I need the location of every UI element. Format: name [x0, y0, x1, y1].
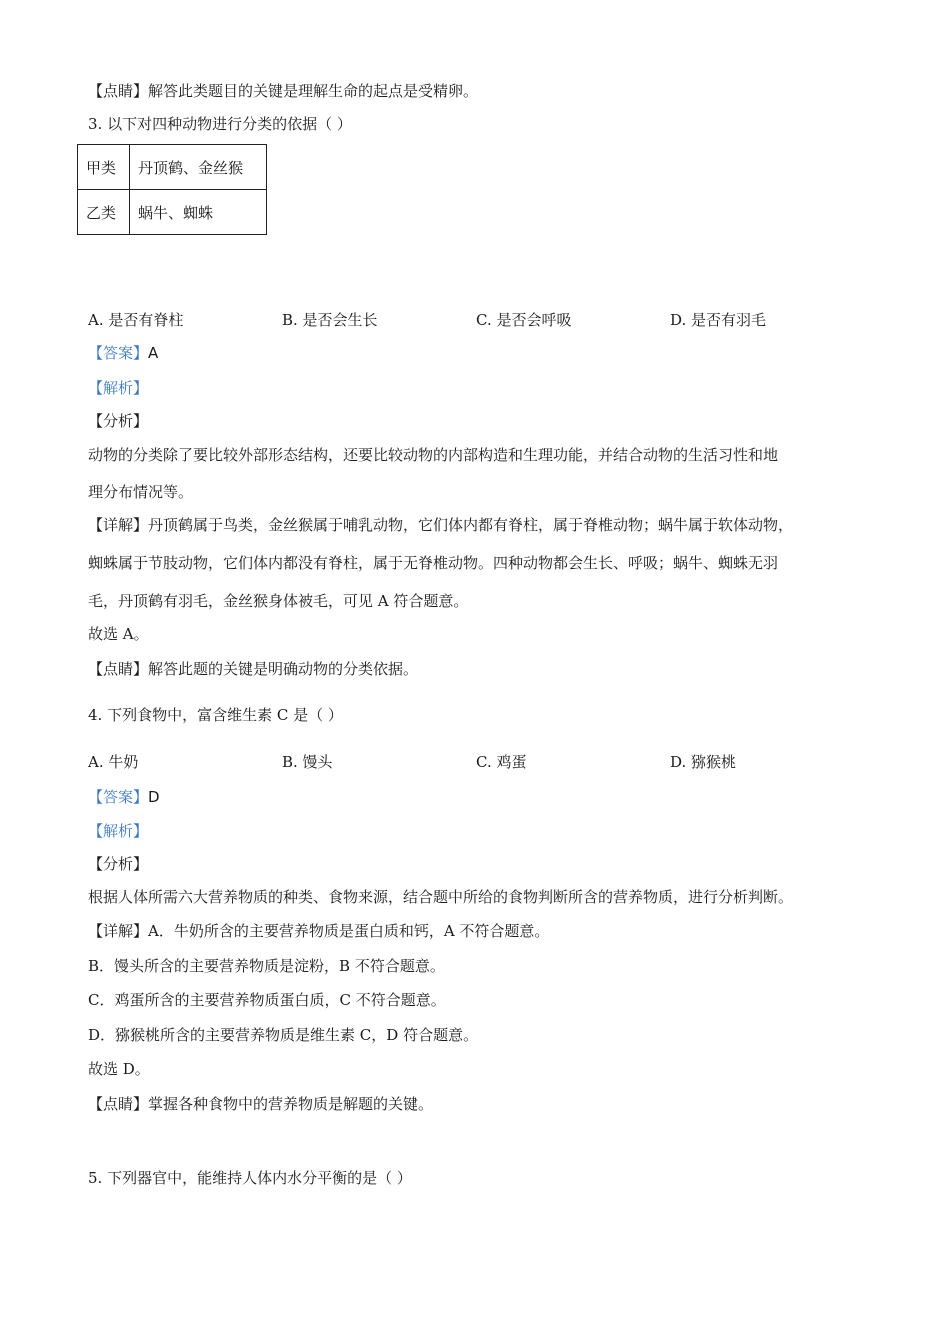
answer-value: D — [148, 788, 160, 806]
q4-detail-line-1: 【详解】A．牛奶所含的主要营养物质是蛋白质和钙，A 不符合题意。 — [88, 922, 550, 940]
intro-comment: 【点睛】解答此类题目的关键是理解生命的起点是受精卵。 — [88, 82, 479, 100]
q3-answer — [88, 343, 158, 363]
q3-detail-line-3: 毛，丹顶鹤有羽毛，金丝猴身体被毛，可见 A 符合题意。 — [88, 592, 469, 610]
q3-classification-table — [77, 144, 267, 235]
q3-fenxi-line-2: 理分布情况等。 — [88, 483, 194, 501]
table-row — [78, 145, 267, 190]
q4-option-d: D. 猕猴桃 — [670, 753, 737, 771]
q3-detail-line-1: 【详解】丹顶鹤属于鸟类，金丝猴属于哺乳动物，它们体内都有脊柱，属于脊椎动物；蜗牛属于软体动物， — [88, 516, 794, 534]
q4-choose: 故选 D。 — [88, 1060, 150, 1078]
q5-stem: 5. 下列器官中，能维持人体内水分平衡的是（ ） — [88, 1169, 412, 1187]
answer-value: A — [148, 344, 159, 362]
answer-label: 【答案】 — [88, 788, 149, 806]
q4-option-c: C. 鸡蛋 — [476, 753, 527, 771]
q4-fenxi-line: 根据人体所需六大营养物质的种类、食物来源，结合题中所给的食物判断所含的营养物质，进行分析判断。 — [88, 888, 794, 906]
answer-label: 【答案】 — [88, 344, 149, 362]
table-cell-value: 丹顶鹤、金丝猴 — [130, 145, 267, 190]
table-row — [78, 190, 267, 235]
q3-option-c: C. 是否会呼吸 — [476, 311, 572, 329]
q4-answer — [88, 787, 160, 807]
q4-fenxi-label: 【分析】 — [88, 855, 149, 873]
q3-fenxi-line-1: 动物的分类除了要比较外部形态结构，还要比较动物的内部构造和生理功能，并结合动物的生活习性和地 — [88, 446, 779, 464]
q3-option-a: A. 是否有脊柱 — [88, 311, 184, 329]
q3-analysis-label: 【解析】 — [88, 379, 149, 397]
q4-analysis-label: 【解析】 — [88, 822, 149, 840]
q4-detail-line-4: D．猕猴桃所含的主要营养物质是维生素 C，D 符合题意。 — [88, 1026, 479, 1044]
table-cell-key: 乙类 — [78, 190, 130, 235]
q4-option-a: A. 牛奶 — [88, 753, 139, 771]
q3-option-d: D. 是否有羽毛 — [670, 311, 767, 329]
q4-detail-line-3: C．鸡蛋所含的主要营养物质蛋白质，C 不符合题意。 — [88, 991, 446, 1009]
table-cell-value: 蜗牛、蜘蛛 — [130, 190, 267, 235]
q3-comment: 【点睛】解答此题的关键是明确动物的分类依据。 — [88, 660, 419, 678]
q4-detail-line-2: B．馒头所含的主要营养物质是淀粉，B 不符合题意。 — [88, 957, 445, 975]
q3-stem: 3. 以下对四种动物进行分类的依据（ ） — [88, 115, 352, 133]
q3-fenxi-label: 【分析】 — [88, 412, 149, 430]
q4-stem: 4. 下列食物中，富含维生素 C 是（ ） — [88, 706, 343, 724]
q4-option-b: B. 馒头 — [282, 753, 333, 771]
q3-choose: 故选 A。 — [88, 625, 149, 643]
q3-detail-line-2: 蜘蛛属于节肢动物，它们体内都没有脊柱，属于无脊椎动物。四种动物都会生长、呼吸；蜗牛、蜘蛛无羽 — [88, 554, 779, 572]
q3-option-b: B. 是否会生长 — [282, 311, 378, 329]
q4-comment: 【点睛】掌握各种食物中的营养物质是解题的关键。 — [88, 1095, 434, 1113]
table-cell-key: 甲类 — [78, 145, 130, 190]
